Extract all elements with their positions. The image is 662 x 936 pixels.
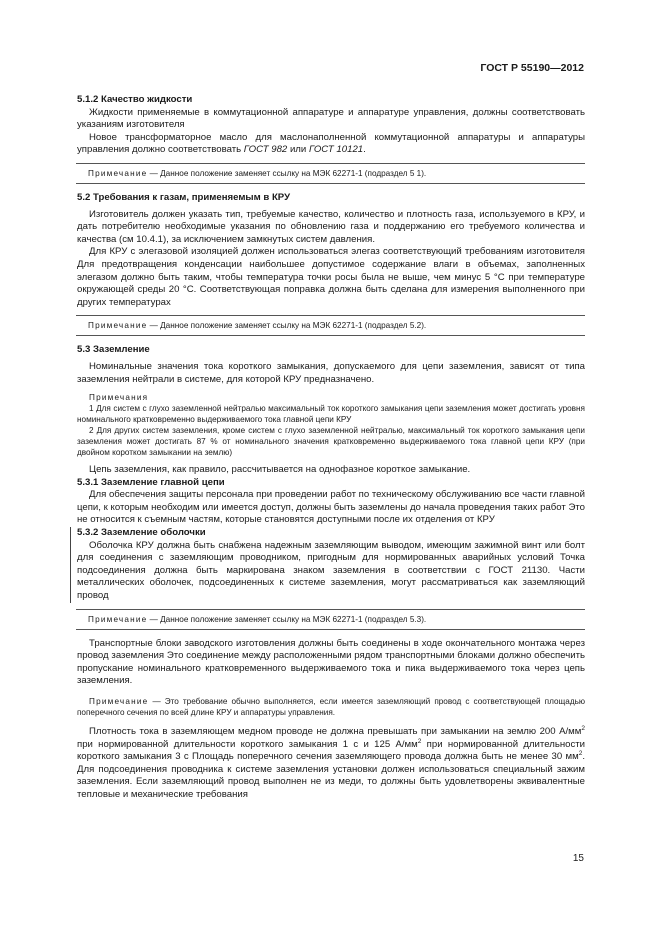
notes-label: Примечания	[89, 393, 149, 403]
section-5-2-title: 5.2 Требования к газам, применяемым в КРУ	[77, 191, 291, 203]
paragraph: Жидкости применяемые в коммутационной аппаратуре и аппаратуре управления, должны соответствовать указаниям изготовителя	[77, 106, 585, 131]
note-box: Примечание — Данное положение заменяет ссылку на МЭК 62271-1 (подраздел 5.2).	[76, 315, 585, 336]
paragraph: Для КРУ с элегазовой изоляцией должен использоваться элегаз соответствующий требованиям изготовителя Для предотвращения конденсации наибольшее допустимое содержание влаги в объемах, заполненных элегазом должно быть таким, чтобы температура точки росы была не выше, чем минус 5 °С при температуре окружающей среды 20 °С. Соответствующая поправка должна быть сделана для измерения выполненного при других температурах	[77, 246, 585, 308]
paragraph: Номинальные значения тока короткого замыкания, допускаемого для цепи заземления, зависят от типа заземления нейтрали в системе, для которой КРУ предназначено.	[77, 360, 585, 385]
section-5-3-1-title: 5.3.1 Заземление главной цепи	[77, 476, 225, 488]
gost-10121-ref: ГОСТ 10121	[308, 144, 364, 156]
paragraph: Оболочка КРУ должна быть снабжена надежным заземляющим выводом, имеющим зажимной винт или болт для соединения с заземляющим проводником, пригодным для нормированных аварийных условий Точка подсоединения должна быть маркирована знаком заземления в соответствии с ГОСТ 21130. Части металлических оболочек, подсоединенных к системе заземления, могут рассматриваться как заземляющий провод	[77, 539, 585, 602]
paragraph: Изготовитель должен указать тип, требуемые качество, количество и плотность газа, используемого в КРУ, и дать потребителю необходимые указания по обновлению газа и поддержанию его требуемого количества и качества (см 10.4.1), за исключением замкнутых систем давления.	[77, 208, 585, 245]
paragraph: Новое трансформаторное масло для маслонаполненной коммутационной аппаратуры и аппаратуры управления должно соответствовать ГОСТ 982 или ГОСТ 10121.	[77, 131, 585, 156]
paragraph: Плотность тока в заземляющем медном проводе не должна превышать при замыкании на землю 200 $А/мм^2$ при нормированной длительности короткого замыкания 1 с и 125 $А/мм^2$ при нормированной длительности короткого замыкания 3 с Площадь поперечного сечения заземляющего провода должна быть не менее 30 $мм^2$. Для подсоединения проводника к системе заземления установки должен использоваться специальный зажим заземления. Если заземляющий провод выполнен не из меди, то должны быть удовлетворены эквивалентные тепловые и механические требования	[77, 725, 586, 800]
revision-bar	[70, 527, 585, 603]
paragraph: Цепь заземления, как правило, рассчитывается на однофазное короткое замыкание.	[89, 464, 471, 476]
standard-header: ГОСТ Р 55190—2012	[480, 62, 584, 74]
paragraph: Для обеспечения защиты персонала при проведении работ по техническому обслуживанию все части главной цепи, к которым необходим или имеется доступ, должны быть заземлены до начала проведения таких работ Это не относится к съемным частям, которые становятся доступными после их отделения от КРУ	[77, 489, 585, 526]
section-5-1-2-title: 5.1.2 Качество жидкости	[77, 94, 193, 105]
note-2: 2 Для других систем заземления, кроме систем с глухо заземленной нейтралью, максимальный ток короткого замыкания цепи заземления может достигать 87 % от номинального значения кратковременно выдерживаемого тока главной цепи КРУ (при двойном коротком замыкании на землю)	[77, 426, 585, 458]
page-content	[77, 94, 585, 802]
note-box: Примечание — Данное положение заменяет ссылку на МЭК 62271-1 (подраздел 5 1).	[76, 163, 585, 184]
note: Примечание — Это требование обычно выполняется, если имеется заземляющий провод с соответствующей площадью поперечного сечения по всей длине КРУ и аппаратуры управления.	[77, 697, 585, 717]
gost-982-ref: ГОСТ 982	[243, 144, 288, 156]
note-1: 1 Для систем с глухо заземленной нейтралью максимальный ток короткого замыкания цепи заземления может достигать уровня номинального кратковременно выдерживаемого тока главной цепи КРУ	[77, 404, 585, 425]
section-5-3-2-title: 5.3.2 Заземление оболочки	[77, 527, 206, 539]
paragraph: Транспортные блоки заводского изготовления должны быть соединены в ходе окончательного монтажа через провод заземления Это соединение между расположенными рядом транспортными блоками должно обеспечить пропускание номинального кратковременного выдерживаемого тока и пика выдерживаемого тока через цепь заземления.	[77, 637, 585, 687]
page-number: 15	[572, 853, 584, 864]
section-5-3-title: 5.3 Заземление	[77, 344, 150, 356]
note-box: Примечание — Данное положение заменяет ссылку на МЭК 62271-1 (подраздел 5.3).	[76, 609, 585, 630]
